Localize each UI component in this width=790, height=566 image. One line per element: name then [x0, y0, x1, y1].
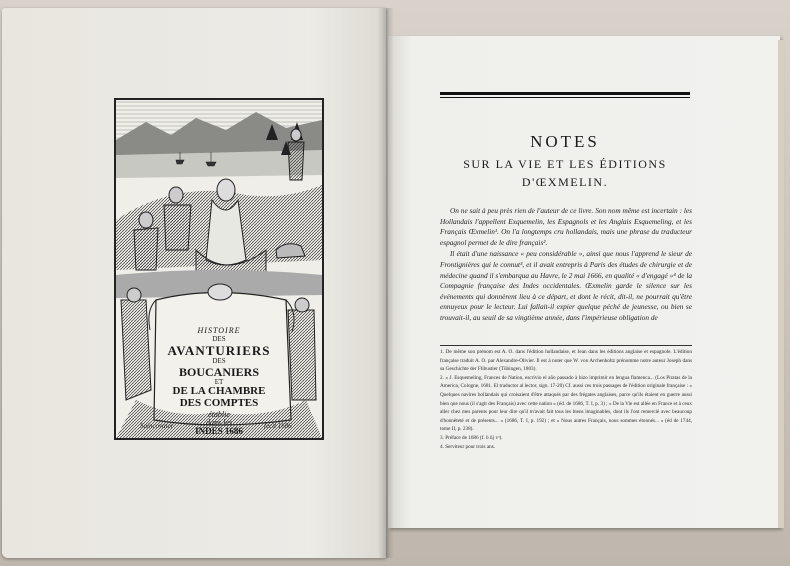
footnote-rule: [440, 345, 692, 346]
page-subtitle-1: SUR LA VIE ET LES ÉDITIONS: [463, 157, 667, 171]
engraving-title-chambre: DE LA CHAMBRE: [172, 385, 266, 397]
page-edge: [778, 40, 784, 528]
footnote-3: 3. Préface de 1686 (f. b iij vᵒ).: [440, 434, 503, 441]
engraving-title-et: ET: [214, 378, 224, 386]
engraving-title-avanturiers: AVANTURIERS: [167, 343, 271, 358]
engraving-title-comptes: DES COMPTES: [179, 397, 259, 409]
frontispiece-engraving: [114, 98, 324, 440]
page-subtitle-2: D'ŒXMELIN.: [521, 175, 609, 189]
engraving-signature-left: Saincovater: [140, 422, 174, 430]
book-gutter: [378, 8, 394, 558]
engraving-title-etablie: établie: [208, 410, 230, 419]
header-rule-thin: [440, 97, 690, 98]
footnotes: [440, 348, 692, 451]
footnote-2: 2. « J. Esquemeling, Frances de Nation, escrivio el año passado à hizo imprimir en lengua flamenca... (Los Piratas de la America, Cologne, 1681. El traductor al lector, sign. 17-20) Cf. aussi ces trois passages de l'édition originale française : « Quelques navires hollandais qui croisaient d'être attaqués par des frégates anglaises, parce qu'ils étaient en guerre aussi bien que nous (il s'agit des Français) avec cette nation » (éd. de 1686, T. I, p. 3) ; « De la Vie est allée en France et à ceux aller chez mes parents pour leur dire qu'il m'avait fait tous les biens imaginables, dont ils l'ont remercié avec beaucoup d'honnêteté et de présents... » (1686, T. I, p. 192) ; et « Nous autres Français, nous sommes étonnés... » (éd de 1744, tome II, p. 238).: [440, 374, 692, 433]
engraving-title-des: DES: [212, 335, 226, 343]
engraving-title-des-2: DES: [212, 357, 226, 365]
footnote-4: 4. Serviteur pour trois ans.: [440, 443, 496, 450]
footnote-1: 1. De même son prénom est A. O. dans l'édition hollandaise, et Jean dans les éditions anglaise et espagnole. L'édition française traduit A. O. par Alexandre-Olivier. Il est à noter que W. von Archenholtz prénomme notre auteur Joseph dans sa Geschichte der Flibustier (Tübingen, 1803).: [440, 349, 692, 373]
engraving-signature-right: fecit 1686: [264, 422, 292, 430]
paragraph-1: On ne sait à peu près rien de l'auteur de ce livre. Son nom même est incertain : les Hollandais l'appellent Exquemelin, les Espagnols et les Anglais Esquemeling, et les Français Œxmelin¹. On l'a longtemps cru hollandais, mais une phrase du traducteur espagnol permet de le dire français².: [440, 206, 692, 247]
engraving-title-dans-les: dans les: [206, 418, 232, 427]
engraving-title-indes: INDES 1686: [195, 426, 243, 436]
engraving-title-boucaniers: BOUCANIERS: [178, 365, 259, 379]
paragraph-2: Il était d'une naissance « peu considérable », ainsi que nous l'apprend le sieur de Frontignières qui le connut³, et il avait entrepris à Paris des études de chirurgie et de médecine quand il s'embarqua au Havre, le 2 mai 1666, en qualité « d'engagé »⁴ de la Compagnie française des Indes occidentales. Œxmelin garde le silence sur les événements qui donnèrent lieu à ce départ, et dont le récit, dit-il, ne pourrait qu'être ennuyeux pour le lecteur. Lui fallait-il expier quelque péché de jeunesse, ou bien se trouvait-il, au seuil de sa vingtième année, dans l'impérieuse obligation de: [440, 249, 692, 322]
body-text: [440, 206, 692, 325]
engraving-title-histoire: HISTOIRE: [197, 326, 241, 335]
page-title: NOTES: [530, 132, 600, 151]
header-rule-thick: [440, 92, 690, 95]
